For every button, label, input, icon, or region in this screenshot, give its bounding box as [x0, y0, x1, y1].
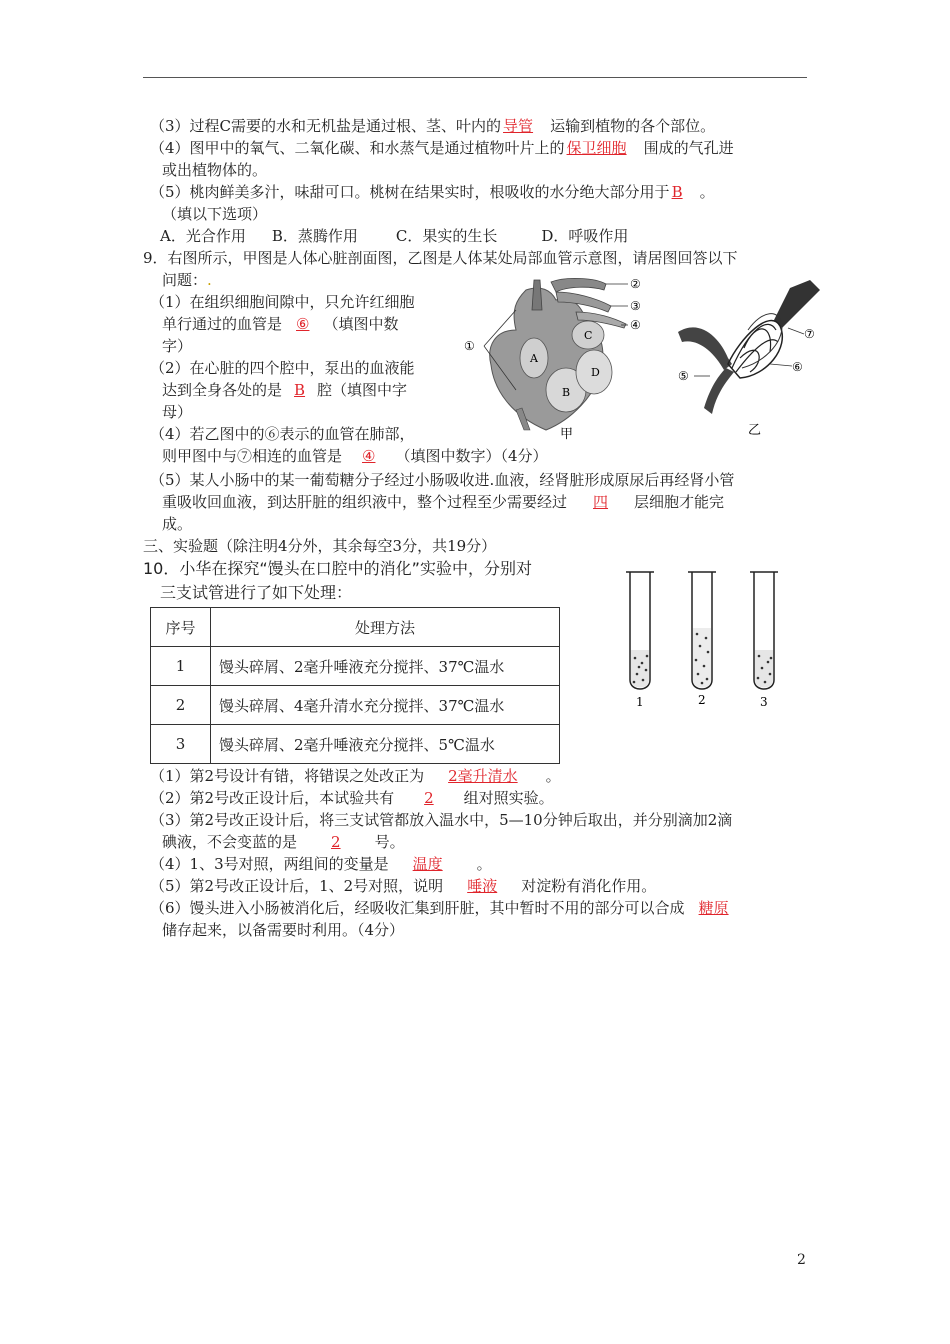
answer-blank: 保卫细胞: [566, 139, 627, 157]
test-tube-2: [688, 572, 716, 707]
heart-label-a: A: [530, 352, 538, 365]
table-cell: 馒头碎屑、4毫升清水充分搅拌、37℃温水: [211, 686, 560, 725]
q9-part2-l3: 母）: [162, 403, 193, 421]
text: 则甲图中与⑦相连的血管是: [162, 447, 343, 465]
text: 对淀粉有消化作用。: [521, 877, 657, 895]
q9-part5-l2: [162, 491, 724, 513]
answer-blank: 2: [424, 789, 434, 807]
text: （填图中数: [323, 315, 399, 333]
q10-stem-cont: 三支试管进行了如下处理：: [160, 583, 353, 602]
tube-label-2: 2: [698, 693, 706, 707]
table-cell: 1: [151, 647, 211, 686]
option-c: C．果实的生长: [395, 227, 498, 245]
marker-3: ③: [630, 299, 641, 313]
figure-label-jia: 甲: [560, 427, 574, 442]
marker-1: ①: [464, 339, 475, 353]
option-b: B．蒸腾作用: [271, 227, 358, 245]
section-3-heading: 三、实验题（除注明4分外，其余每空3分，共19分）: [143, 537, 497, 555]
text: （4）图甲中的氧气、二氧化碳、和水蒸气是通过植物叶片上的: [150, 139, 565, 157]
figure-label-yi: 乙: [748, 423, 762, 438]
test-tube-3: [750, 572, 778, 709]
answer-blank: 四: [593, 493, 609, 511]
table-row: [151, 686, 560, 725]
q9-part1-l2: [162, 313, 398, 335]
marker-4: ④: [630, 318, 641, 332]
text: 号。: [374, 833, 405, 851]
q9-part2-l2: [162, 379, 407, 401]
answer-blank: 唾液: [467, 877, 498, 895]
q10-part6-l2: 储存起来，以备需要时利用。（4分）: [162, 921, 405, 939]
q10-stem: 10．小华在探究“馒头在口腔中的消化”实验中，分别对: [143, 559, 532, 578]
marker-2: ②: [630, 277, 641, 291]
text: 达到全身各处的是: [162, 381, 283, 399]
marker-6: ⑥: [792, 360, 803, 374]
capillary-diagram: [670, 268, 840, 448]
answer-blank: 导管: [503, 117, 534, 135]
answer-blank: 2: [331, 833, 341, 851]
q8-part5-hint: （填以下选项）: [162, 205, 268, 223]
answer-blank: 2毫升清水: [448, 767, 518, 785]
text: （填图中数字）（4分）: [395, 447, 548, 465]
text: 。: [699, 183, 715, 201]
q9-part1-l3: 字）: [162, 337, 193, 355]
table-row: [151, 725, 560, 764]
q8-options: [160, 225, 628, 247]
table-cell: 馒头碎屑、2毫升唾液充分搅拌、5℃温水: [211, 725, 560, 764]
q9-part5: （5）某人小肠中的某一葡萄糖分子经过小肠吸收进.血液，经肾脏形成原尿后再经肾小管: [150, 471, 735, 489]
test-tubes-diagram: [618, 568, 788, 713]
text: （5）桃肉鲜美多汁，味甜可口。桃树在结果实时，根吸收的水分绝大部分用于: [150, 183, 670, 201]
text: 碘液，不会变蓝的是: [162, 833, 298, 851]
text: 围成的气孔进: [643, 139, 734, 157]
q10-part5: [150, 875, 656, 897]
answer-blank: ④: [362, 447, 376, 465]
q10-part4: [150, 853, 492, 875]
q10-part3: （3）第2号改正设计后，将三支试管都放入温水中，5—10分钟后取出，并分别滴加2滴: [150, 811, 733, 829]
heart-diagram: [456, 270, 656, 450]
tube-label-3: 3: [760, 695, 768, 709]
treatment-table: [150, 607, 560, 764]
q8-part4: [150, 137, 734, 159]
header-rule: [143, 77, 807, 78]
text: 单行通过的血管是: [162, 315, 283, 333]
q9-part4: （4）若乙图中的⑥表示的血管在肺部，: [150, 425, 415, 443]
table-header-cell: 处理方法: [211, 608, 560, 647]
q9-part2: （2）在心脏的四个腔中，泵出的血液能: [150, 359, 415, 377]
table-cell: 2: [151, 686, 211, 725]
q9-part5-l3: 成。: [162, 515, 193, 533]
text: 问题：: [162, 271, 208, 289]
marker-5: ⑤: [678, 369, 689, 383]
tube-label-1: 1: [636, 695, 644, 709]
q10-part6: [150, 897, 739, 919]
heart-label-b: B: [562, 386, 571, 399]
q8-part4-cont: 或出植物体的。: [162, 161, 268, 179]
option-a: A．光合作用: [160, 227, 246, 245]
q10-part1: [150, 765, 561, 787]
q10-part3-l2: [162, 831, 405, 853]
table-header-row: [151, 608, 560, 647]
table-cell: 3: [151, 725, 211, 764]
q8-part5: [150, 181, 715, 203]
heart-label-c: C: [584, 329, 593, 342]
text: 运输到植物的各个部位。: [550, 117, 716, 135]
heart-label-d: D: [591, 366, 600, 379]
text: （6）馒头进入小肠被消化后，经吸收汇集到肝脏，其中暂时不用的部分可以合成: [150, 899, 685, 917]
answer-blank: 糖原: [698, 899, 729, 917]
page-number: 2: [797, 1252, 806, 1268]
stray-dot: .: [207, 271, 212, 289]
text: 腔（填图中字: [317, 381, 408, 399]
table-header-cell: 序号: [151, 608, 211, 647]
text: 。: [476, 855, 492, 873]
q9-part1: （1）在组织细胞间隙中，只允许红细胞: [150, 293, 415, 311]
text: 重吸收回血液，到达肝脏的组织液中，整个过程至少需要经过: [162, 493, 568, 511]
q9-stem-cont: [162, 269, 212, 291]
text: （2）第2号改正设计后，本试验共有: [150, 789, 395, 807]
table-row: [151, 647, 560, 686]
q9-stem: 9．右图所示，甲图是人体心脏剖面图，乙图是人体某处局部血管示意图，请居图回答以下: [143, 249, 738, 267]
q8-part3: [150, 115, 715, 137]
test-tube-1: [626, 572, 654, 709]
text: 。: [545, 767, 561, 785]
text: （5）第2号改正设计后，1、2号对照，说明: [150, 877, 444, 895]
option-d: D．呼吸作用: [541, 227, 629, 245]
marker-7: ⑦: [804, 327, 815, 341]
text: （4）1、3号对照，两组间的变量是: [150, 855, 389, 873]
text: 层细胞才能完: [634, 493, 725, 511]
answer-blank: 温度: [412, 855, 443, 873]
table-cell: 馒头碎屑、2毫升唾液充分搅拌、37℃温水: [211, 647, 560, 686]
q10-part2: [150, 787, 554, 809]
answer-blank: B: [671, 183, 683, 201]
text: （1）第2号设计有错，将错误之处改正为: [150, 767, 425, 785]
answer-blank: ⑥: [296, 315, 310, 333]
text: 组对照实验。: [463, 789, 554, 807]
answer-blank: B: [294, 381, 306, 399]
text: （3）过程C需要的水和无机盐是通过根、茎、叶内的: [150, 117, 502, 135]
